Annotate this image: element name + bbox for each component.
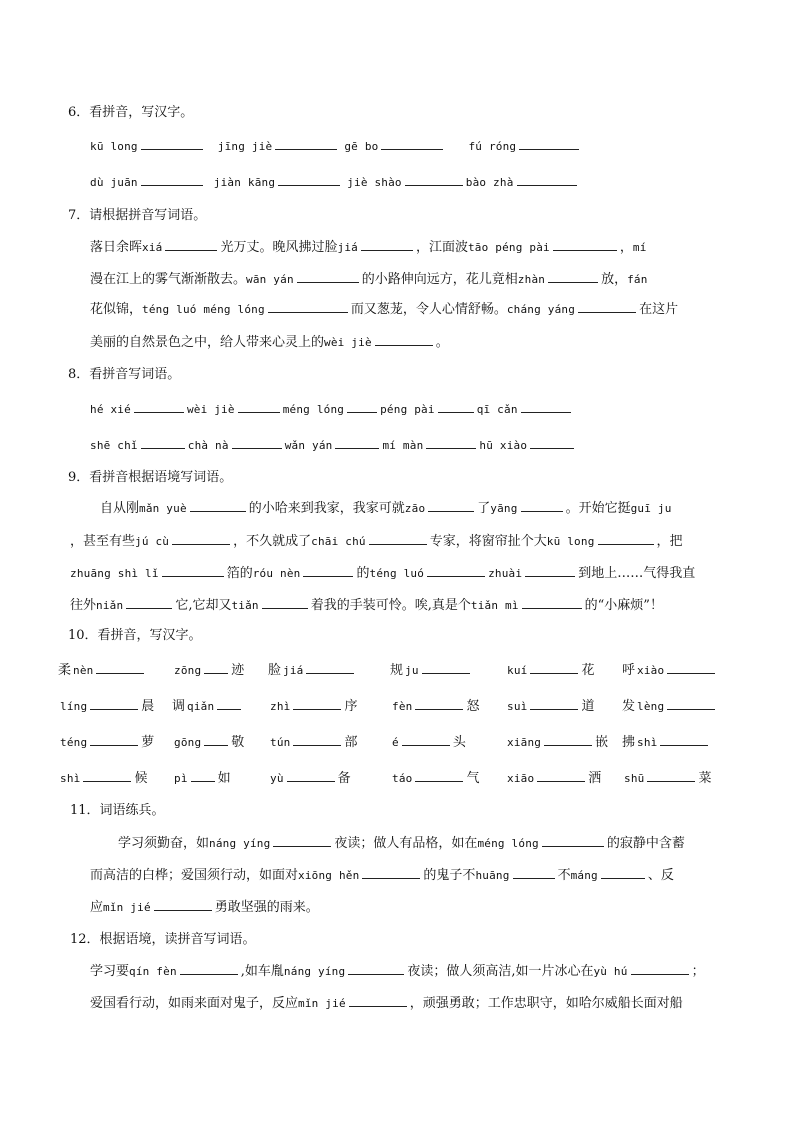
- answer-blank[interactable]: [361, 238, 413, 251]
- pinyin: yù hú: [593, 965, 628, 978]
- q6-row-1: [90, 137, 582, 156]
- q6-row-2: [90, 173, 580, 192]
- answer-blank[interactable]: [141, 173, 203, 186]
- answer-blank[interactable]: [537, 769, 585, 782]
- pinyin: chāi chú: [311, 535, 366, 548]
- q7-line-3: [90, 300, 678, 319]
- text: 了: [477, 501, 491, 516]
- pinyin: hé xié: [90, 403, 131, 416]
- text: 落日余晖: [90, 240, 143, 255]
- text: 美丽的自然景色之中，给人带来心灵上的: [90, 335, 325, 350]
- answer-blank[interactable]: [381, 137, 443, 150]
- q10-item: [390, 733, 466, 752]
- pinyin: mǐn jié: [103, 901, 151, 914]
- answer-blank[interactable]: [293, 697, 341, 710]
- answer-blank[interactable]: [217, 697, 241, 710]
- q11-line-3: [90, 898, 319, 917]
- text: 爱国看行动，如雨来面对鬼子，反应: [90, 996, 299, 1011]
- q9-line-1: [100, 499, 672, 518]
- text: 夜读；做人有品格，如在: [334, 836, 478, 851]
- pinyin: mǐn jié: [298, 997, 346, 1010]
- q10-item: [390, 697, 479, 716]
- pinyin: niǎn: [96, 599, 124, 612]
- pinyin: zōng: [174, 664, 202, 677]
- q11-heading: 11．词语练兵。: [70, 803, 165, 818]
- pinyin: ju: [405, 664, 419, 677]
- q10-item: [268, 697, 357, 716]
- q7-line-1: [90, 238, 647, 257]
- q10-item: [58, 661, 147, 680]
- q10-item: [505, 661, 594, 680]
- answer-blank[interactable]: [306, 661, 354, 674]
- text: 花似锦，: [90, 302, 143, 317]
- pinyin: zhì: [270, 700, 291, 713]
- answer-blank[interactable]: [349, 994, 407, 1007]
- pinyin: pì: [174, 772, 188, 785]
- pinyin: méng lóng: [477, 837, 539, 850]
- q7-heading: 7．请根据拼音写词语。: [68, 208, 207, 223]
- answer-blank[interactable]: [278, 173, 340, 186]
- q10-item: [172, 769, 231, 788]
- q10-heading: 10．看拼音，写汉字。: [68, 628, 202, 643]
- q10-item: [622, 769, 711, 788]
- q10-item: [172, 661, 244, 680]
- answer-blank[interactable]: [415, 769, 463, 782]
- answer-blank[interactable]: [297, 270, 359, 283]
- q8-row-2: [90, 436, 577, 455]
- pinyin: qiǎn: [187, 700, 215, 713]
- answer-blank[interactable]: [427, 564, 485, 577]
- answer-blank[interactable]: [525, 564, 575, 577]
- text: 菜: [698, 771, 712, 786]
- text: 到地上……气得我直: [578, 566, 696, 581]
- pinyin: dù juān: [90, 176, 138, 189]
- answer-blank[interactable]: [513, 866, 555, 879]
- q10-item: [505, 733, 608, 752]
- answer-blank[interactable]: [522, 596, 582, 609]
- answer-blank[interactable]: [126, 596, 172, 609]
- pinyin: xiào: [637, 664, 665, 677]
- text: 学习要: [90, 964, 130, 979]
- q10-item: [172, 697, 244, 716]
- answer-blank[interactable]: [415, 697, 463, 710]
- answer-blank[interactable]: [90, 697, 138, 710]
- pinyin: shē chǐ: [90, 439, 138, 452]
- answer-blank[interactable]: [262, 596, 308, 609]
- text: 光万丈。晚风拂过脸: [220, 240, 338, 255]
- text: 柔: [58, 663, 72, 678]
- text: 迹: [231, 663, 245, 678]
- q12-line-1: [90, 962, 705, 981]
- text: 。开始它挺: [565, 501, 631, 516]
- pinyin: kū long: [90, 140, 138, 153]
- pinyin: wèi jiè: [186, 403, 235, 416]
- answer-blank[interactable]: [232, 436, 282, 449]
- q10-item: [268, 661, 357, 680]
- pinyin: táo: [392, 772, 413, 785]
- answer-blank[interactable]: [422, 661, 470, 674]
- text: 萝: [141, 735, 155, 750]
- pinyin: shì: [60, 772, 81, 785]
- text: 嵌: [595, 735, 609, 750]
- q10-item: [268, 769, 351, 788]
- answer-blank[interactable]: [598, 532, 654, 545]
- pinyin: tiǎn mì: [470, 599, 519, 612]
- answer-blank[interactable]: [601, 866, 645, 879]
- answer-blank[interactable]: [544, 733, 592, 746]
- answer-blank[interactable]: [134, 400, 184, 413]
- pinyin: péng pài: [380, 403, 435, 416]
- answer-blank[interactable]: [426, 436, 476, 449]
- text: 放，: [601, 272, 628, 287]
- answer-blank[interactable]: [141, 436, 185, 449]
- text: 往外: [70, 598, 97, 613]
- text: 备: [337, 771, 351, 786]
- text: 学习须勤奋，如: [118, 836, 210, 851]
- answer-blank[interactable]: [519, 137, 579, 150]
- q6-heading: 6．看拼音，写汉字。: [68, 105, 194, 120]
- pinyin: máng: [570, 869, 598, 882]
- text: 如: [217, 771, 231, 786]
- text: 勇敢坚强的雨来。: [214, 900, 319, 915]
- text: 花: [581, 663, 595, 678]
- q11-line-1: [118, 834, 685, 853]
- pinyin: xiāo: [507, 772, 535, 785]
- text: 调: [172, 699, 186, 714]
- answer-blank[interactable]: [238, 400, 280, 413]
- q8-heading: 8．看拼音写词语。: [68, 367, 181, 382]
- pinyin: jiè shào: [347, 176, 402, 189]
- text: 专家，将窗帘扯个大: [429, 534, 547, 549]
- text: 的: [356, 566, 370, 581]
- pinyin: wǎn yán: [284, 439, 333, 452]
- answer-blank[interactable]: [90, 733, 138, 746]
- answer-blank[interactable]: [542, 834, 604, 847]
- answer-blank[interactable]: [83, 769, 131, 782]
- answer-blank[interactable]: [647, 769, 695, 782]
- text: 着我的手装可怜。唉,真是个: [310, 598, 471, 613]
- q10-item: [390, 769, 479, 788]
- text: 呼: [622, 663, 636, 678]
- text: 拂: [622, 735, 636, 750]
- answer-blank[interactable]: [190, 499, 246, 512]
- pinyin: xiāng: [507, 736, 542, 749]
- answer-blank[interactable]: [530, 436, 574, 449]
- pinyin: tāo péng pài: [467, 241, 550, 254]
- answer-blank[interactable]: [165, 238, 217, 251]
- pinyin: bào zhà: [465, 176, 514, 189]
- text: 漫在江上的雾气渐渐散去。: [90, 272, 247, 287]
- answer-blank[interactable]: [631, 962, 689, 975]
- text: 的小哈来到我家，我家可就: [248, 501, 405, 516]
- pinyin: róu nèn: [252, 567, 301, 580]
- answer-blank[interactable]: [162, 564, 224, 577]
- answer-blank[interactable]: [402, 733, 450, 746]
- pinyin: téng luó méng lóng: [142, 303, 265, 316]
- q10-item: [505, 769, 601, 788]
- text: 怒: [466, 699, 480, 714]
- answer-blank[interactable]: [438, 400, 474, 413]
- pinyin: yāng: [490, 502, 518, 515]
- text: 它,它却又: [175, 598, 232, 613]
- text: 发: [622, 699, 636, 714]
- q10-item: [58, 733, 154, 752]
- text: 夜读；做人须高洁,如一片冰心在: [407, 964, 594, 979]
- pinyin: zhuāng shì lǐ: [70, 567, 159, 580]
- answer-blank[interactable]: [335, 436, 379, 449]
- pinyin: jiá: [337, 241, 358, 254]
- text: 。: [435, 335, 449, 350]
- text: 的小路伸向远方，花儿竟相: [361, 272, 518, 287]
- text: ,如车胤: [240, 964, 284, 979]
- q7-line-4: [90, 333, 449, 352]
- pinyin: qī cǎn: [476, 403, 518, 416]
- pinyin: lèng: [637, 700, 665, 713]
- pinyin: zhàn: [517, 273, 546, 286]
- pinyin: gōng: [174, 736, 202, 749]
- pinyin: hū xiào: [479, 439, 528, 452]
- pinyin: nèn: [73, 664, 94, 677]
- answer-blank[interactable]: [428, 499, 474, 512]
- answer-blank[interactable]: [204, 661, 228, 674]
- text: 箔的: [226, 566, 253, 581]
- answer-blank[interactable]: [660, 733, 708, 746]
- q10-item: [390, 661, 473, 680]
- answer-blank[interactable]: [275, 137, 337, 150]
- pinyin: téng luó: [369, 567, 425, 580]
- pinyin: zāo: [404, 502, 426, 515]
- answer-blank[interactable]: [268, 300, 348, 313]
- pinyin: huāng: [475, 869, 510, 882]
- text: 序: [344, 699, 358, 714]
- text: 头: [452, 735, 466, 750]
- pinyin: méng lóng: [282, 403, 345, 416]
- answer-blank[interactable]: [667, 697, 715, 710]
- q12-heading: 12．根据语境，读拼音写词语。: [70, 932, 256, 947]
- q9-line-2: [70, 532, 683, 551]
- answer-blank[interactable]: [287, 769, 335, 782]
- q10-item: [172, 733, 244, 752]
- answer-blank[interactable]: [405, 173, 463, 186]
- text: 在这片: [639, 302, 679, 317]
- q12-line-2: [90, 994, 683, 1013]
- pinyin: wèi jiè: [324, 336, 372, 349]
- pinyin: qín fèn: [129, 965, 177, 978]
- text: 敬: [231, 735, 245, 750]
- pinyin: mǎn yuè: [139, 502, 187, 515]
- answer-blank[interactable]: [530, 697, 578, 710]
- pinyin: téng: [60, 736, 88, 749]
- text: 的“小麻烦”！: [584, 598, 663, 613]
- text: ；: [691, 964, 705, 979]
- text: ，不久就成了: [233, 534, 312, 549]
- pinyin: xiá: [142, 241, 163, 254]
- pinyin: wān yán: [246, 273, 294, 286]
- answer-blank[interactable]: [348, 962, 404, 975]
- pinyin: fèn: [392, 700, 413, 713]
- text: 部: [344, 735, 358, 750]
- text: 的鬼子不: [423, 868, 476, 883]
- pinyin: náng yíng: [283, 965, 346, 978]
- text: 不: [557, 868, 571, 883]
- text: 洒: [588, 771, 602, 786]
- pinyin: shū: [624, 772, 645, 785]
- text: ，江面波: [415, 240, 468, 255]
- pinyin: yù: [270, 772, 284, 785]
- answer-blank[interactable]: [172, 532, 230, 545]
- pinyin: gē bo: [344, 140, 379, 153]
- answer-blank[interactable]: [530, 661, 578, 674]
- q10-item: [622, 697, 718, 716]
- pinyin: fán: [627, 273, 648, 286]
- q10-item: [505, 697, 594, 716]
- text: 而又葱茏，令人心情舒畅。: [350, 302, 507, 317]
- pinyin: mí: [632, 241, 647, 254]
- answer-blank[interactable]: [347, 400, 377, 413]
- pinyin: tún: [270, 736, 291, 749]
- text: 的寂静中含蓄: [606, 836, 685, 851]
- pinyin: líng: [60, 700, 88, 713]
- pinyin: xiōng hěn: [298, 869, 360, 882]
- pinyin: jiá: [283, 664, 304, 677]
- text: 规: [390, 663, 404, 678]
- pinyin: kuí: [507, 664, 528, 677]
- answer-blank[interactable]: [191, 769, 215, 782]
- text: ，: [619, 240, 633, 255]
- answer-blank[interactable]: [293, 733, 341, 746]
- pinyin: cháng yáng: [506, 303, 576, 316]
- pinyin: kū long: [546, 535, 595, 548]
- answer-blank[interactable]: [578, 300, 636, 313]
- answer-blank[interactable]: [369, 532, 427, 545]
- pinyin: guī ju: [630, 502, 672, 515]
- q10-item: [58, 769, 147, 788]
- pinyin: shì: [637, 736, 658, 749]
- q11-line-2: [90, 866, 674, 885]
- pinyin: suì: [507, 700, 528, 713]
- q9-line-4: [70, 596, 663, 615]
- answer-blank[interactable]: [521, 499, 563, 512]
- pinyin: mí màn: [382, 439, 424, 452]
- pinyin: chà nà: [187, 439, 229, 452]
- text: 而高洁的白桦；爱国须行动，如面对: [90, 868, 299, 883]
- pinyin: tiǎn: [231, 599, 259, 612]
- answer-blank[interactable]: [154, 898, 212, 911]
- q10-item: [58, 697, 154, 716]
- pinyin: jú cù: [135, 535, 170, 548]
- pinyin: zhuài: [488, 567, 523, 580]
- q9-heading: 9．看拼音根据语境写词语。: [68, 470, 233, 485]
- q7-line-2: [90, 270, 648, 289]
- text: 应: [90, 900, 104, 915]
- text: 自从刚: [100, 501, 140, 516]
- q9-line-3: [70, 564, 695, 583]
- answer-blank[interactable]: [517, 173, 577, 186]
- text: 、反: [647, 868, 674, 883]
- answer-blank[interactable]: [303, 564, 353, 577]
- text: 气: [466, 771, 480, 786]
- pinyin: jīng jiè: [217, 140, 273, 153]
- q10-item: [268, 733, 357, 752]
- text: ，甚至有些: [70, 534, 136, 549]
- text: 晨: [141, 699, 155, 714]
- q10-item: [622, 661, 718, 680]
- answer-blank[interactable]: [553, 238, 617, 251]
- answer-blank[interactable]: [180, 962, 238, 975]
- answer-blank[interactable]: [96, 661, 144, 674]
- answer-blank[interactable]: [667, 661, 715, 674]
- answer-blank[interactable]: [521, 400, 571, 413]
- q8-row-1: [90, 400, 574, 419]
- text: ，把: [656, 534, 683, 549]
- text: ，顽强勇敢；工作忠职守，如哈尔威船长面对船: [409, 996, 683, 1011]
- text: 道: [581, 699, 595, 714]
- answer-blank[interactable]: [375, 333, 433, 346]
- answer-blank[interactable]: [362, 866, 420, 879]
- answer-blank[interactable]: [141, 137, 203, 150]
- answer-blank[interactable]: [548, 270, 598, 283]
- answer-blank[interactable]: [204, 733, 228, 746]
- pinyin: jiàn kāng: [213, 176, 276, 189]
- pinyin: fú róng: [468, 140, 517, 153]
- text: 脸: [268, 663, 282, 678]
- q10-item: [622, 733, 711, 752]
- pinyin: é: [392, 736, 399, 749]
- answer-blank[interactable]: [273, 834, 331, 847]
- pinyin: náng yíng: [209, 837, 271, 850]
- text: 候: [134, 771, 148, 786]
